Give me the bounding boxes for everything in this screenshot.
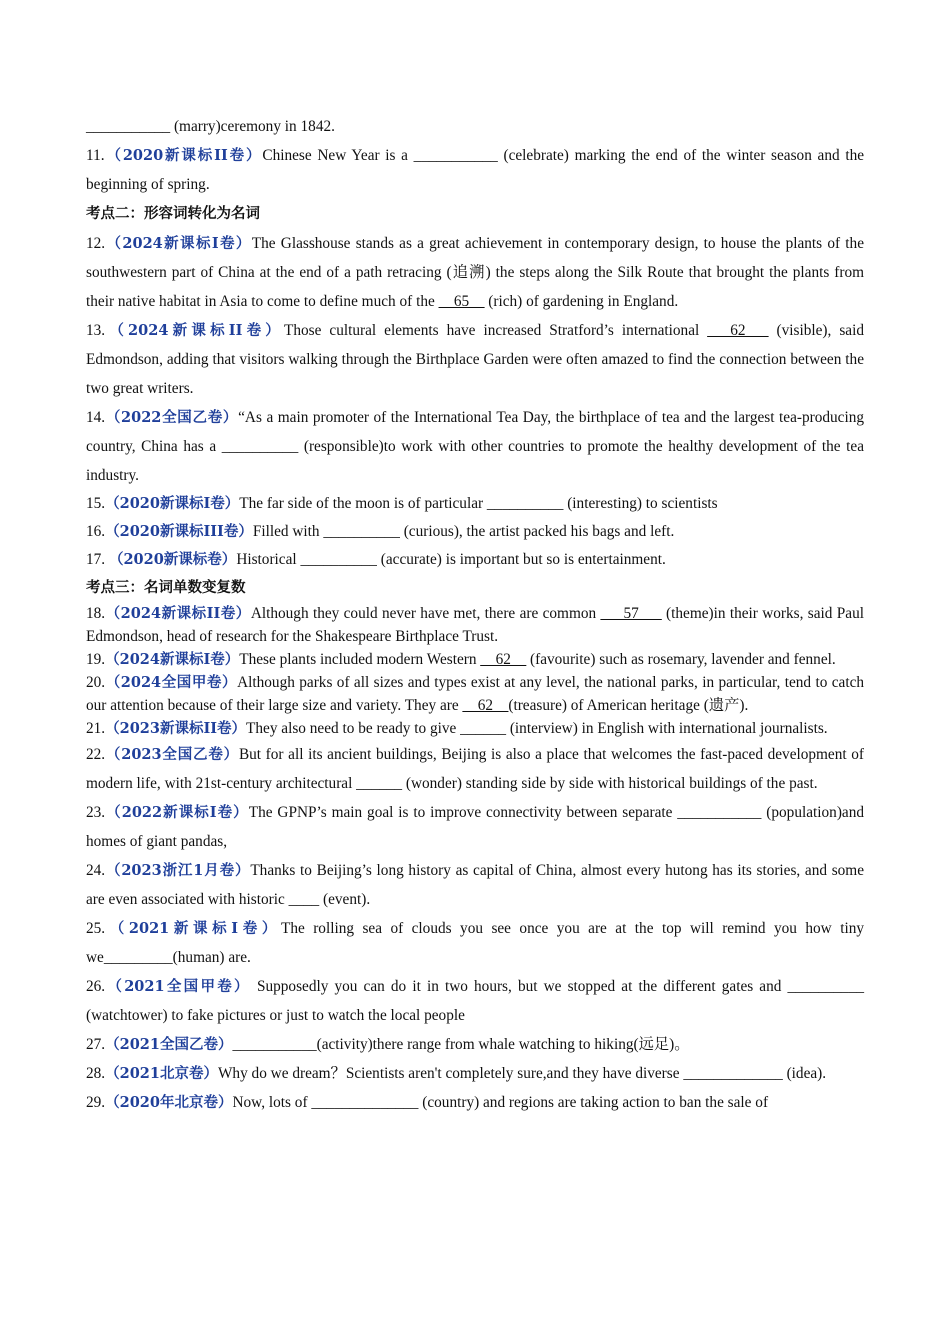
- question-source: （2024新课标II卷）: [105, 322, 284, 339]
- question-item: [86, 229, 864, 316]
- question-item: [86, 546, 864, 574]
- question-text: 21.: [86, 720, 106, 737]
- answer-blank: ___62___: [707, 322, 769, 339]
- question-item: [86, 914, 864, 972]
- question-source: （2020新课标III卷）: [105, 523, 253, 540]
- question-text: Now, lots of ______________ (country) and regions are taking action to ban the sale of: [232, 1094, 769, 1111]
- question-text: 13.: [86, 322, 106, 339]
- question-text: 12.: [86, 235, 106, 252]
- question-text: 26.: [86, 978, 106, 995]
- question-text: The far side of the moon is of particular __________ (interesting) to scientists: [239, 495, 718, 512]
- document-page: [86, 112, 864, 1117]
- question-item: [86, 1030, 864, 1059]
- heading-text: 考点二：形容词转化为名词: [86, 206, 260, 222]
- question-source: （2021全国甲卷）: [105, 978, 251, 995]
- heading-text: 考点三：名词单数变复数: [86, 580, 246, 596]
- question-source: （2022全国乙卷）: [105, 409, 239, 426]
- question-text: ___________(activity)there range from whale watching to hiking(远足)。: [232, 1036, 690, 1053]
- question-text: The GPNP’s main goal is to improve connectivity between separate ___________ (population)and homes of giant pandas,: [86, 804, 864, 850]
- question-item: [86, 972, 864, 1030]
- question-source: （2020新课标卷）: [108, 551, 237, 568]
- question-source: （2021新课标I卷）: [105, 920, 281, 937]
- question-source: （2020新课标II卷）: [104, 147, 263, 164]
- question-text: (favourite) such as rosemary, lavender and fennel.: [526, 651, 836, 668]
- question-item: [86, 490, 864, 518]
- question-item: [86, 740, 864, 798]
- question-item: [86, 648, 864, 671]
- question-text: 11.: [86, 147, 105, 164]
- question-item: [86, 602, 864, 648]
- question-text: 23.: [86, 804, 106, 821]
- answer-blank: ___57___: [600, 605, 662, 622]
- continued-line: [86, 112, 864, 141]
- question-source: （2023新课标II卷）: [105, 720, 247, 737]
- question-text: 28.: [86, 1065, 106, 1082]
- question-text: 18.: [86, 605, 106, 622]
- question-source: （2020新课标I卷）: [105, 495, 240, 512]
- question-text: (visible), said Edmondson, adding that visitors walking through the Birthplace Garden were often amazed to find the connection between the two great writers.: [86, 322, 864, 397]
- question-text: Those cultural elements have increased Stratford’s international: [284, 322, 708, 339]
- question-source: （2023全国乙卷）: [105, 746, 239, 763]
- question-item: [86, 1088, 864, 1117]
- question-source: （2021全国乙卷）: [105, 1036, 233, 1053]
- question-item: [86, 141, 864, 199]
- question-text: Historical __________ (accurate) is important but so is entertainment.: [236, 551, 666, 568]
- question-text: Chinese New Year is a ___________ (celebrate) marking the end of the winter season and the beginning of spring.: [86, 147, 865, 193]
- question-source: （2024新课标I卷）: [105, 235, 252, 252]
- question-text: 22.: [86, 746, 106, 763]
- question-source: （2024新课标II卷）: [105, 605, 251, 622]
- question-text: (rich) of gardening in England.: [484, 293, 679, 310]
- answer-blank: __62__: [462, 697, 509, 714]
- question-text: 17.: [86, 551, 109, 568]
- question-text: 19.: [86, 651, 106, 668]
- question-item: [86, 403, 864, 490]
- question-text: 15.: [86, 495, 106, 512]
- question-text: (treasure) of American heritage (遗产).: [508, 697, 749, 714]
- question-text: 14.: [86, 409, 106, 426]
- question-item: [86, 856, 864, 914]
- question-text: They also need to be ready to give ______ (interview) in English with international journalists.: [246, 720, 828, 737]
- question-text: 27.: [86, 1036, 106, 1053]
- question-source: （2021北京卷）: [105, 1065, 218, 1082]
- question-text: 29.: [86, 1094, 106, 1111]
- question-text: 24.: [86, 862, 106, 879]
- question-source: （2020年北京卷）: [105, 1094, 233, 1111]
- question-text: Why do we dream？Scientists aren't completely sure,and they have diverse _____________ (idea).: [217, 1065, 827, 1082]
- section-heading: [86, 199, 864, 229]
- question-item: [86, 671, 864, 717]
- answer-blank: __62__: [480, 651, 527, 668]
- section-heading: [86, 574, 864, 602]
- question-text: “As a main promoter of the International Tea Day, the birthplace of tea and the largest tea-producing country, China has a __________ (responsible)to work with other countries to promote the healthy development of the tea industry.: [86, 409, 864, 484]
- question-item: [86, 1059, 864, 1088]
- answer-blank: __65__: [438, 293, 485, 310]
- question-item: [86, 717, 864, 740]
- question-text: (theme)in their works, said Paul Edmondson, head of research for the Shakespeare Birthplace Trust.: [86, 605, 864, 645]
- question-text: 16.: [86, 523, 106, 540]
- question-item: [86, 316, 864, 403]
- question-text: 25.: [86, 920, 106, 937]
- question-source: （2024全国甲卷）: [105, 674, 238, 691]
- question-text: The Glasshouse stands as a great achievement in contemporary design, to house the plants of the southwestern part of China at the end of a path retracing (追溯) the steps along the Silk Route that brought the plants from their native habitat in Asia to come to define much of the: [86, 235, 864, 310]
- question-text: ___________ (marry)ceremony in 1842.: [86, 118, 335, 135]
- question-source: （2023浙江1月卷）: [105, 862, 251, 879]
- question-text: Filled with __________ (curious), the artist packed his bags and left.: [252, 523, 675, 540]
- question-text: Although they could never have met, there are common: [250, 605, 601, 622]
- question-item: [86, 798, 864, 856]
- question-item: [86, 518, 864, 546]
- question-text: 20.: [86, 674, 106, 691]
- question-text: Thanks to Beijing’s long history as capital of China, almost every hutong has its stories, and some are even associated with historic ____ (event).: [86, 862, 864, 908]
- question-source: （2022新课标I卷）: [105, 804, 249, 821]
- question-source: （2024新课标I卷）: [105, 651, 240, 668]
- question-text: But for all its ancient buildings, Beijing is also a place that welcomes the fast-paced development of modern life, with 21st-century architectural ______ (wonder) standing side by side with historical buildings of the past.: [86, 746, 864, 792]
- question-text: These plants included modern Western: [239, 651, 481, 668]
- question-text: Supposedly you can do it in two hours, but we stopped at the different gates and __________ (watchtower) to fake pictures or just to watch the local people: [86, 978, 864, 1024]
- question-text: The rolling sea of clouds you see once you are at the top will remind you how tiny we_________(human) are.: [86, 920, 864, 966]
- question-text: Although parks of all sizes and types exist at any level, the national parks, in particular, tend to catch our attention because of their large size and variety. They are: [86, 674, 865, 714]
